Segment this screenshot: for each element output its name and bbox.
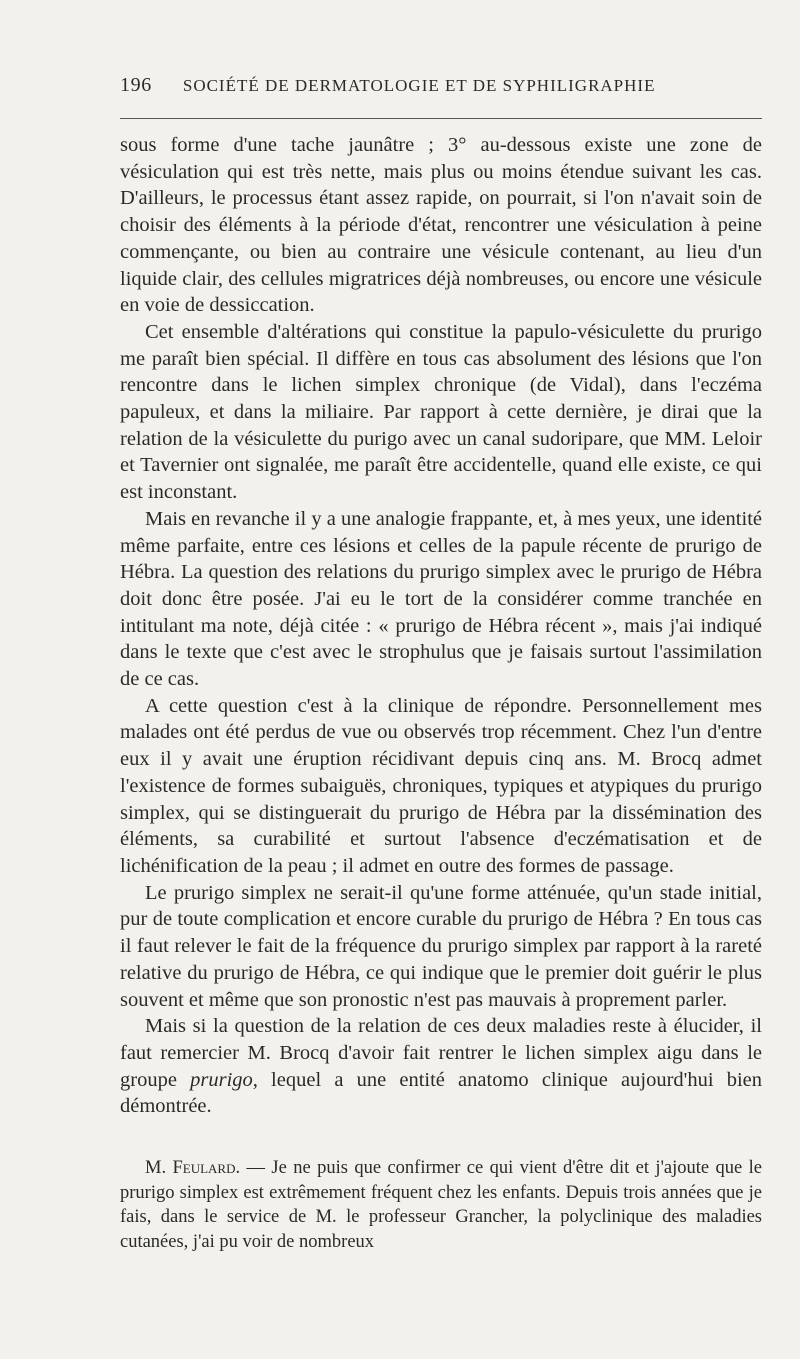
discussion-note — [120, 1156, 762, 1255]
paragraph: Le prurigo simplex ne serait-il qu'une forme atténuée, qu'un stade initial, pur de toute complication et encore curable du prurigo de Hébra ? En tous cas il faut relever le fait de la fréquence du prurigo simplex par rapport à la rareté relative du prurigo de Hébra, ce qui indique que le premier doit guérir le plus souvent et même que son pronostic n'est pas mauvais à proprement parler. — [120, 881, 762, 1011]
paragraph: sous forme d'une tache jaunâtre ; 3° au-dessous existe une zone de vésiculation qui est très nette, mais plus ou moins étendue suivant les cas. D'ailleurs, le processus étant assez rapide, on pourrait, si l'on n'avait soin de choisir des éléments à la période d'état, rencontrer une vésiculation à peine commençante, ou bien au contraire une vésicule contenant, au lieu d'un liquide clair, des cellules migratrices déjà nombreuses, ou encore une vésicule en voie de dessiccation. — [120, 134, 762, 317]
paragraph: Mais en revanche il y a une analogie frappante, et, à mes yeux, une identité même parfaite, entre ces lésions et celles de la papule récente de prurigo de Hébra. La question des relations du prurigo simplex avec le prurigo de Hébra doit donc être posée. J'ai eu le tort de la considérer comme tranchée en intitulant ma note, déjà citée : « prurigo de Hébra récent », mais j'ai indiqué dans le texte que c'est avec le strophulus que je faisais surtout l'assimilation de ce cas. — [120, 507, 762, 691]
paragraph — [120, 1013, 762, 1120]
running-title: SOCIÉTÉ DE DERMATOLOGIE ET DE SYPHILIGRAPHIE — [182, 76, 656, 95]
paragraph: A cette question c'est à la clinique de répondre. Personnellement mes malades ont été perdus de vue ou observés trop récemment. Chez l'un d'entre eux il y avait une éruption récidivant depuis cinq ans. M. Brocq admet l'existence de formes subaiguës, chroniques, typiques et atypiques du prurigo simplex, qui se distinguerait du prurigo de Hébra par la dissémination des éléments, sa curabilité et surtout l'absence d'eczématisation et de lichénification de la peau ; il admet en outre des formes de passage. — [120, 694, 762, 877]
italic-term: prurigo — [190, 1068, 253, 1091]
paragraph: Cet ensemble d'altérations qui constitue la papulo-vésiculette du prurigo me paraît bien spécial. Il diffère en tous cas absolument des lésions que l'on rencontre dans le lichen simplex chronique (de Vidal), dans l'eczéma papuleux, et dans la miliaire. Par rapport à cette dernière, je dirai que la relation de la vésiculette du purigo avec un canal sudoripare, que MM. Leloir et Tavernier ont signalée, me paraît être accidentelle, quand elle existe, ce qui est inconstant. — [120, 320, 762, 504]
paragraph-text: Mais si la question de la relation de ces deux maladies reste à élucider, il faut remercier M. Brocq d'avoir fait rentrer le lichen simplex aigu dans le groupe — [120, 1015, 762, 1091]
paragraph-text: , lequel a une entité anatomo clinique aujourd'hui bien démontrée. — [120, 1068, 763, 1118]
body-text — [120, 132, 762, 1120]
note-text: — Je ne puis que confirmer ce qui vient d'être dit et j'ajoute que le prurigo simplex est extrêmement fréquent chez les enfants. Depuis trois années que je fais, dans le service de M. le professeur Grancher, la polyclinique des maladies cutanées, j'ai pu voir de nombreux — [120, 1158, 762, 1253]
speaker-name: M. Feulard. — [145, 1158, 241, 1178]
header-rule — [120, 118, 762, 119]
page-header — [120, 74, 760, 97]
page-number: 196 — [120, 74, 152, 96]
note-paragraph — [120, 1156, 762, 1255]
